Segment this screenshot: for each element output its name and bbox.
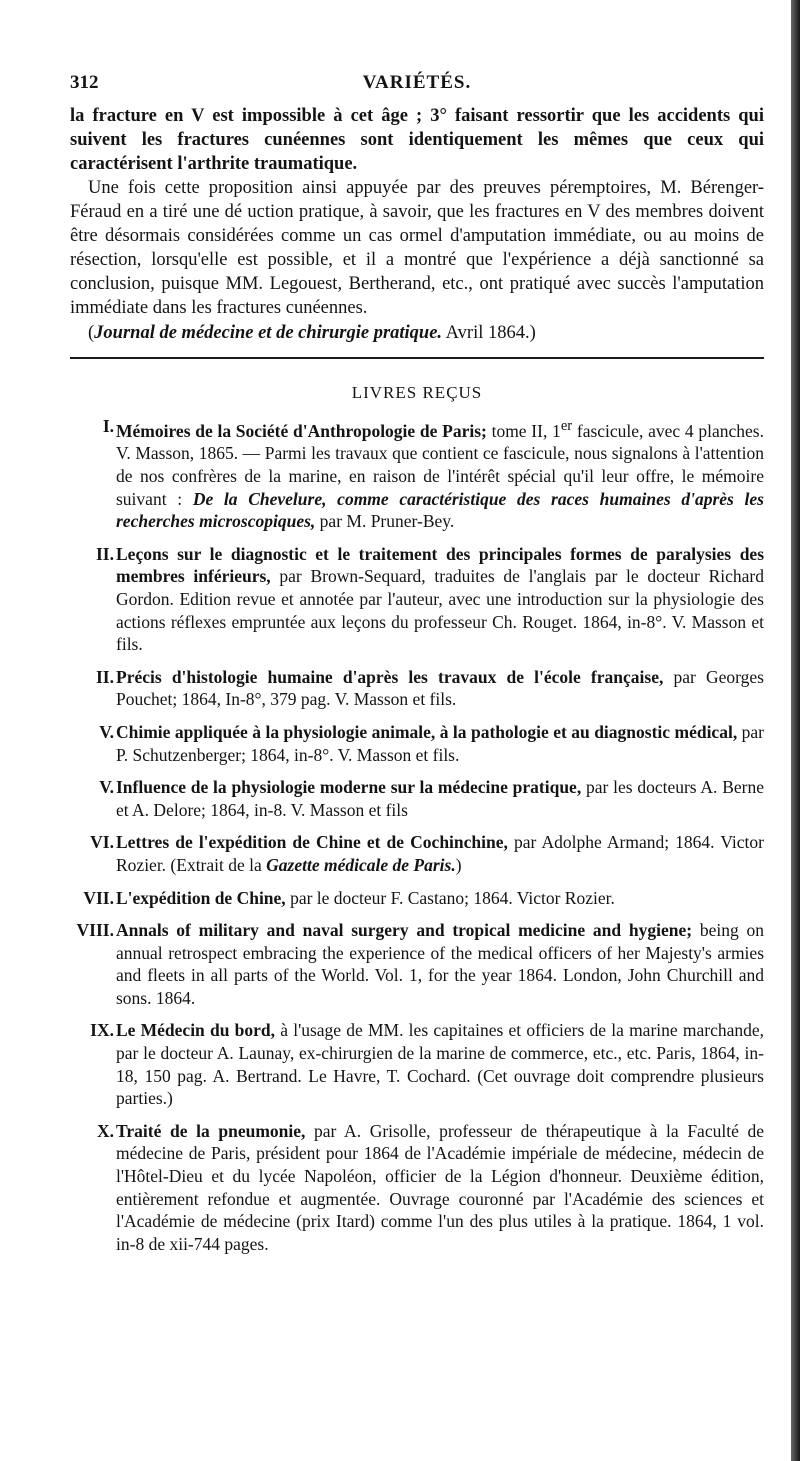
section-title: LIVRES REÇUS (351, 383, 483, 402)
ordinal-suffix: er (560, 418, 573, 434)
book-title: Chimie appliquée à la physiologie animale, à la pathologie et au diagnostic médical, (116, 721, 738, 742)
book-entry (70, 543, 764, 656)
entry-number: VIII. (76, 920, 114, 941)
book-title: Précis d'histologie humaine d'après les travaux de l'école française, (116, 666, 664, 687)
book-entry (70, 1120, 764, 1256)
book-details: par le docteur F. Castano; 1864. Victor Rozier. (285, 887, 615, 908)
book-title: Le Médecin du bord, (116, 1020, 276, 1041)
book-details: par M. Pruner-Bey. (315, 511, 455, 532)
book-title: Annals of military and naval surgery and tropical medicine and hygiene; (116, 920, 693, 941)
page-number: 312 (70, 72, 99, 93)
book-entry (70, 721, 764, 766)
book-details: par Brown-Sequard, traduites de l'anglais par le docteur Richard Gordon. Edition revue et annotée par l'auteur, avec une introduction sur la physiologie des actions réflexes empruntée aux leçons du professeur Ch. Rouget. 1864, in-8°. V. Masson et fils. (116, 566, 764, 655)
entry-number: VI. (90, 832, 114, 853)
entry-number: V. (99, 721, 114, 742)
book-details: par Georges Pouchet; 1864, In-8°, 379 pag. V. Masson et fils. (116, 666, 764, 710)
book-details: tome II, 1 (486, 420, 561, 441)
article-paragraph (70, 176, 764, 320)
section-divider (70, 357, 764, 359)
books-list (70, 415, 764, 1255)
entry-number: V. (99, 777, 114, 798)
book-details: à l'usage de MM. les capitaines et officiers de la marine marchande, par le docteur A. Launay, ex-chirurgien de la marine de commerce, etc., etc. Paris, 1864, in-18, 150 pag. A. Bertrand. Le Havre, T. Cochard. (Cet ouvrage doit comprendre plusieurs parties.) (116, 1020, 764, 1109)
article-paragraph (70, 104, 764, 176)
source-citation (70, 321, 764, 345)
book-entry (70, 415, 764, 533)
memoir-title: De la Chevelure, comme caractéristique des races humaines d'après les recherches microscopiques, (116, 488, 764, 532)
entry-number: VII. (83, 887, 114, 908)
book-details: ) (455, 854, 462, 875)
book-entry (70, 831, 764, 876)
book-entry (70, 1019, 764, 1109)
paragraph-text: Une fois cette proposition ainsi appuyée par des preuves péremptoires, M. Bérenger-Féraud en a tiré une dé uction pratique, à savoir, que les fractures en V des membres doivent être désormais considérées comme un cas ormel d'amputation immédiate, ou au moins de résection, lorsqu'elle est possible, et il a montré que l'expérience a déjà sanctionné sa conclusion, puisque MM. Legouest, Bertherand, etc., ont pratiqué avec succès l'amputation immédiate dans les fractures cunéennes. (70, 178, 764, 318)
book-entry (70, 666, 764, 711)
book-details: fascicule, avec 4 planches. V. Masson, 1865. — Parmi les travaux que contient ce fascicule, nous signalons à l'attention de nos confrères de la marine, en raison de l'intérêt spécial qu'il leur offre, le mémoire suivant : (116, 420, 764, 509)
book-title: Lettres de l'expédition de Chine et de Cochinchine, (116, 832, 508, 853)
running-title: VARIÉTÉS. (362, 72, 472, 93)
entry-number: II. (96, 666, 114, 687)
page-edge-shadow (791, 0, 800, 1461)
book-entry (70, 919, 764, 1009)
book-title: Influence de la physiologie moderne sur la médecine pratique, (116, 777, 582, 798)
entry-number: I. (102, 416, 114, 436)
citation-date: Avril 1864.) (442, 323, 536, 343)
book-details: par Adolphe Armand; 1864. Victor Rozier. (Extrait de la (116, 832, 764, 875)
book-entry (70, 776, 764, 821)
article (70, 104, 764, 345)
entry-number: II. (96, 543, 114, 564)
book-title: Leçons sur le diagnostic et le traitement des principales formes de paralysies des membres inférieurs, (116, 543, 764, 587)
entry-number: X. (96, 1120, 114, 1141)
running-head (70, 70, 764, 104)
book-details: par P. Schutzenberger; 1864, in-8°. V. Masson et fils. (116, 721, 764, 765)
book-details: par les docteurs A. Berne et A. Delore; 1864, in-8. V. Masson et fils (116, 777, 764, 820)
paragraph-text: la fracture en V est impossible à cet âge ; 3° faisant ressortir que les accidents qui suivent les fractures cunéennes sont identiquement les mêmes que ceux qui caractérisent l'arthrite traumatique. (70, 106, 764, 174)
entry-number: IX. (90, 1020, 114, 1041)
book-title: Mémoires de la Société d'Anthropologie de Paris; (116, 420, 487, 441)
book-details: par A. Grisolle, professeur de thérapeutique à la Faculté de médecine de Paris, président pour 1864 de l'Académie impériale de médecine, médecin de l'Hôtel-Dieu et du lycée Napoléon, officier de la Légion d'honneur. Deuxième édition, entièrement refondue et augmentée. Ouvrage couronné par l'Académie des sciences et l'Académie de médecine (prix Itard) comme l'un des plus utiles à la pratique. 1864, 1 vol. in-8 de xii-744 pages. (116, 1120, 764, 1254)
citation-journal: Journal de médecine et de chirurgie pratique. (94, 323, 443, 343)
book-title: Traité de la pneumonie, (116, 1120, 306, 1141)
book-entry (70, 887, 764, 910)
book-title: L'expédition de Chine, (116, 887, 286, 908)
citation-open: ( (88, 323, 95, 343)
book-details: being on annual retrospect embracing the experience of the medical officers of her Majesty's armies and fleets in all parts of the World. Vol. 1, for the year 1864. London, John Churchill and sons. 1864. (116, 920, 764, 1008)
journal-title: Gazette médicale de Paris. (266, 854, 456, 875)
